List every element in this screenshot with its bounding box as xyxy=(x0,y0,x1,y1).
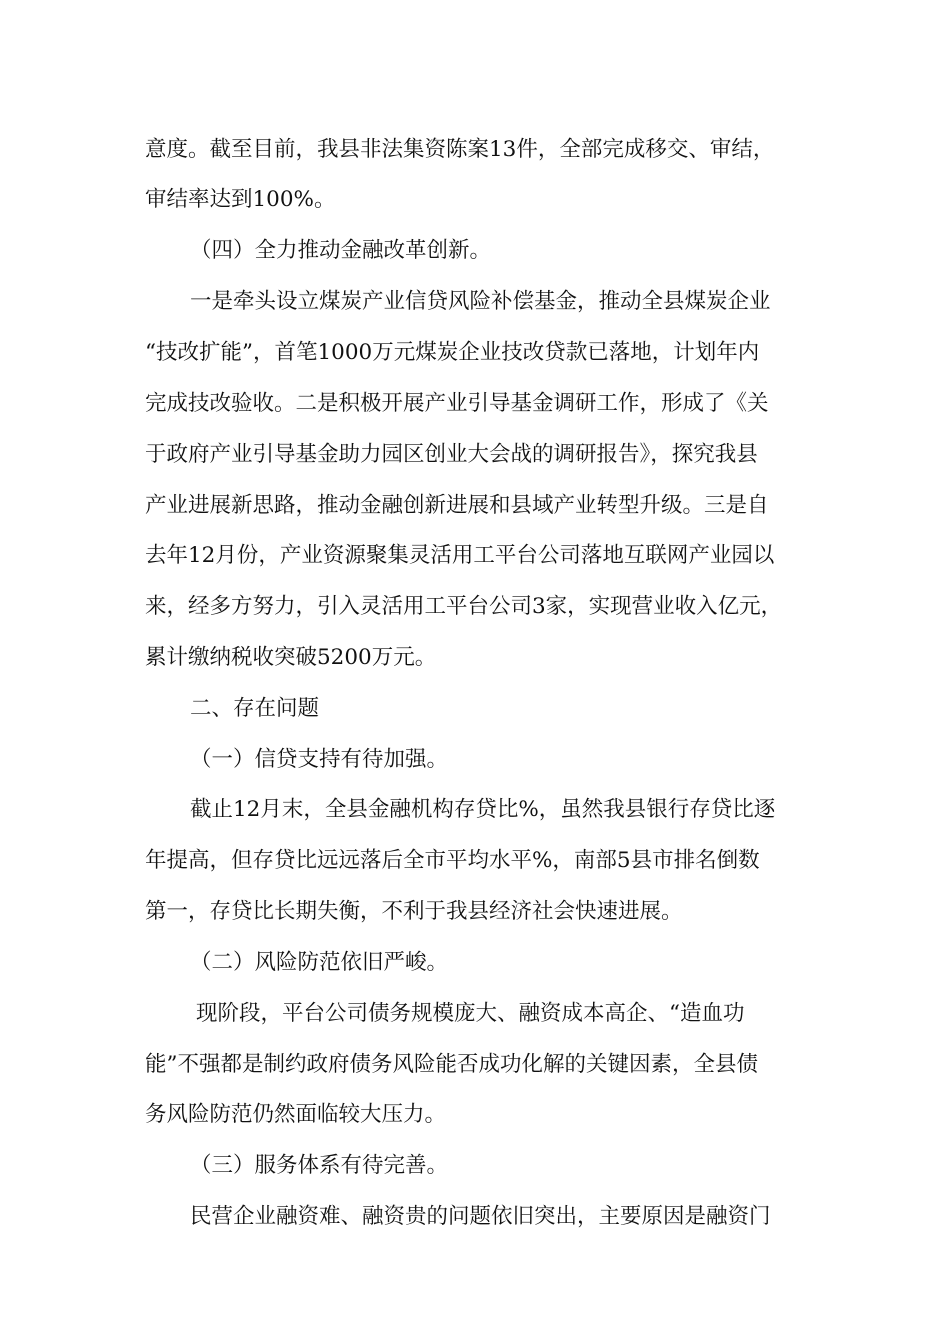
paragraph-line: 产业进展新思路，推动金融创新进展和县域产业转型升级。三是自 xyxy=(145,493,769,518)
paragraph-line: 能”不强都是制约政府债务风险能否成功化解的关键因素，全县债 xyxy=(145,1052,758,1077)
paragraph-line: 年提高，但存贷比远远落后全市平均水平%，南部5县市排名倒数 xyxy=(145,848,760,873)
paragraph-line: 一是牵头设立煤炭产业信贷风险补偿基金，推动全县煤炭企业 xyxy=(190,289,771,314)
paragraph-line: 去年12月份，产业资源聚集灵活用工平台公司落地互联网产业园以 xyxy=(145,543,775,568)
paragraph-line: 完成技改验收。二是积极开展产业引导基金调研工作，形成了《关 xyxy=(145,391,769,416)
paragraph-line: 来，经多方努力，引入灵活用工平台公司3家，实现营业收入亿元， xyxy=(145,594,783,619)
section-heading: （二）风险防范依旧严峻。 xyxy=(190,950,449,975)
paragraph-line: 民营企业融资难、融资贵的问题依旧突出，主要原因是融资门 xyxy=(190,1204,771,1229)
section-heading: （四）全力推动金融改革创新。 xyxy=(190,238,492,263)
chapter-heading: 二、存在问题 xyxy=(190,696,320,721)
paragraph-line: 务风险防范仍然面临较大压力。 xyxy=(145,1102,447,1127)
paragraph-line: 于政府产业引导基金助力园区创业大会战的调研报告》，探究我县 xyxy=(145,442,758,467)
paragraph-line: “技改扩能”，首笔1000万元煤炭企业技改贷款已落地，计划年内 xyxy=(145,340,760,365)
paragraph-line: 累计缴纳税收突破5200万元。 xyxy=(145,645,437,670)
paragraph-line: 现阶段，平台公司债务规模庞大、融资成本高企、“造血功 xyxy=(196,1001,745,1026)
paragraph-line: 意度。截至目前，我县非法集资陈案13件，全部完成移交、审结， xyxy=(145,137,775,162)
section-heading: （三）服务体系有待完善。 xyxy=(190,1153,449,1178)
section-heading: （一）信贷支持有待加强。 xyxy=(190,747,449,772)
paragraph-line: 审结率达到100%。 xyxy=(145,187,336,212)
paragraph-line: 截止12月末，全县金融机构存贷比%，虽然我县银行存贷比逐 xyxy=(190,797,776,822)
paragraph-line: 第一，存贷比长期失衡，不利于我县经济社会快速进展。 xyxy=(145,899,683,924)
